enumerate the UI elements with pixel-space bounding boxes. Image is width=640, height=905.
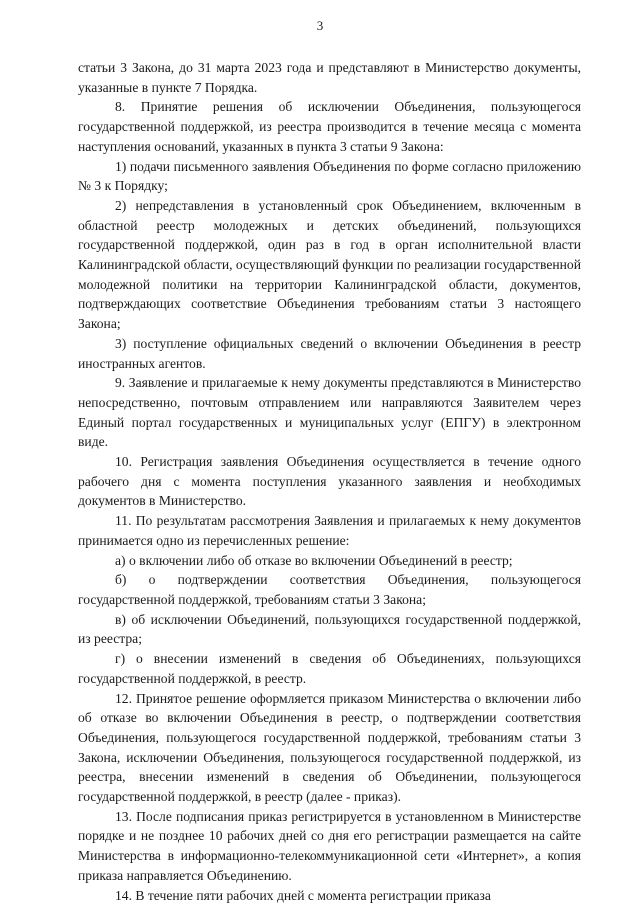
paragraph: 13. После подписания приказ регистрируется в установленном в Министерстве порядке и не позднее 10 рабочих дней со дня его регистрации размещается на сайте Министерства в информационно-телекоммуникационной сети «Интернет», а копия приказа направляется Объединению. <box>78 808 581 883</box>
paragraph: а) о включении либо об отказе во включении Объединений в реестр; <box>115 552 513 568</box>
paragraph: 8. Принятие решения об исключении Объединения, пользующегося государственной поддержкой, из реестра производится в течение месяца с момента наступления оснований, указанных в пункта 3 статьи 9 Закона: <box>78 99 581 154</box>
paragraph: в) об исключении Объединений, пользующихся государственной поддержкой, из реестра; <box>78 611 581 647</box>
paragraph: 2) непредставления в установленный срок Объединением, включенным в областной реестр молодежных и детских объединений, пользующихся государственной поддержкой, один раз в год в орган исполнительной власти Калининградской области, осуществляющий функции по реализации государственной молодежной политики на территории Калининградской области, документов, подтверждающих соответствие Объединения требованиям статьи 3 настоящего Закона; <box>78 197 581 332</box>
paragraph: статьи 3 Закона, до 31 марта 2023 года и представляют в Министерство документы, указанные в пункте 7 Порядка. <box>78 60 581 95</box>
paragraph: 3) поступление официальных сведений о включении Объединения в реестр иностранных агентов. <box>78 335 581 371</box>
paragraph: 1) подачи письменного заявления Объединения по форме согласно приложению № 3 к Порядку; <box>78 158 581 194</box>
paragraph: 14. В течение пяти рабочих дней с момента регистрации приказа <box>115 887 491 903</box>
paragraph: 10. Регистрация заявления Объединения осуществляется в течение одного рабочего дня с момента поступления указанного заявления и необходимых документов в Министерство. <box>78 454 581 509</box>
paragraph: 11. По результатам рассмотрения Заявления и прилагаемых к нему документов принимается одно из перечисленных решение: <box>78 513 581 548</box>
document-body <box>78 58 581 905</box>
paragraph: б) о подтверждении соответствия Объединения, пользующегося государственной поддержкой, требованиям статьи 3 Закона; <box>78 572 581 607</box>
page-number: 3 <box>316 18 324 33</box>
paragraph: 9. Заявление и прилагаемые к нему документы представляются в Министерство непосредственно, почтовым отправлением или направляются Заявителем через Единый портал государственных и муниципальных услуг (ЕПГУ) в электронном виде. <box>78 375 581 450</box>
paragraph: 12. Принятое решение оформляется приказом Министерства о включении либо об отказе во включении Объединения в реестр, о подтверждении соответствия Объединения, пользующегося государственной поддержкой, требованиям статьи 3 Закона, исключении Объединения, пользующегося государственной поддержкой, из реестра, внесении изменений в сведения об Объединении, пользующегося государственной поддержкой, в реестр (далее - приказ). <box>78 690 581 805</box>
paragraph: г) о внесении изменений в сведения об Объединениях, пользующихся государственной поддержкой, в реестр. <box>78 651 581 686</box>
